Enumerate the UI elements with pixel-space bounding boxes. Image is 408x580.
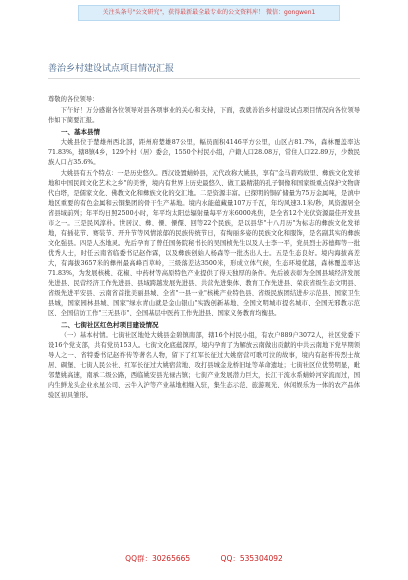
promo-banner: 关注头条号"公文研究"，获得最新最全最专业的公文资料库！ 微信：gongwen1 [78,5,340,21]
intro-paragraph: 下午好！万分感谢各位领导对县各项事业的关心和支持，下面，我就善治乡村建设试点项目情况向各位领导作如下简要汇报。 [48,107,360,124]
village-overview-paragraph: （一）基本村情。七街社区地处大姚县金碧镇南部，辖16个村民小组，有农户889户3072人，社区党委下设16个党支部，共有党员153人。七街文化底蕴深厚，境内孕育了为解放云南做出贡献的中共云南地下党早期领导人之一、省特委书记赵祚传等著名人物，留下了红军长征过大姚宿营可歌可泣的故事，境内有赵祚传烈士故居、碉堡、七街人民公社、红军长征过大姚宿营地、攻打县城金龙桥旧址等革命遗址；七街社区位优势明显，毗邻楚姚高速，南承二级公路，西临姚安县光禄古镇；七街产业发展潜力巨大，长江干流水系蜻蛉河穿流而过，国内生鲜龙头企业永星公司、云牛入沪等产业基地相继入驻，集生态示范、旅游观光、休闲娱乐为一体的农产品体验区初具雏形。 [48,332,360,399]
county-features-paragraph: 大姚县有五个特点：一是历史悠久。西汉设置蜻蛉县，元代改称大姚县，享有"金马碧鸡故里、彝族文化发祥地和中国民间文化艺术之乡"的美誉，境内有世界上历史最悠久、做工最精湛的孔子铜像和国家级重点保护文物唐代白塔，是儒家文化、佛教文化和彝族文化的交汇地。二是资源丰富。已探明的铜矿储量为75万金属吨，是滇中地区重要的有色金属和云铜集团的骨干生产基地。境内水能蕴藏量107万千瓦，年均风速3.1米/秒，风资源居全省县域前列；年平均日照2500小时，年平均太阳总辐射量每平方米6000兆焦，是全省12个光伏资源最佳开发县市之一。三是民风淳朴。世居汉、彝、傈、傈僳、回等22个民族，是以县华"十八月历"为标志的彝族文化发祥地，有插花节、赛装节、开升节等风情浓郁的民族传统节日，有绚丽多姿的民族文化和服饰，是名副其实的彝族文化强县。四是人杰地灵。先后孕育了曾任国务院秘书长的吴国桢先生以及人士李一平，党员烈士苏德辉等一批优秀人士，时任云南省临委书记赵作霖，以及彝族创始人杨森等一批杰出人士。五是生态良好。境内海拔高差大，有海拔3657米的彝州最高峰百草岭，三级落差达3500米，形成立体气候，生态环境优越，森林覆盖率达71.83%，为发展核桃、花椒、中药材等高原特色产业提供了得天独厚的条件。先后被表彰为全国县域经济发展先进县、民营经济工作先进县、县域跨越发展先进县、共营先进集体、教育工作先进县、荣获省级生态文明县、省级先进平安县、云南省首批美丽县城、全省"一县一业"核桃产业特色县、省级民族团结进步示范县、国家卫生县城，国家园林县城、国家"绿水青山就是金山银山"实践创新基地、全国文明城市提名城市、全国无邪教示范区、全国信访工作"三无县市"、全国基层中医药工作先进县、国家义务教育均衡县。 [48,170,360,317]
document-title: 善治乡村建设试点项目情况汇报 [48,64,175,74]
section-heading-project: 二、七街社区红色村项目建设情况 [61,321,159,329]
document-body [48,95,360,547]
county-overview-paragraph: 大姚县位于楚雄州西北部，距州府楚雄87公里，幅员面积4146平方公里，山区占81.7%，森林覆盖率达71.83%，辖8镇4乡，129个村（居）委会，1550个村民小组，户籍人口28.08万，常住人口22.89万，少数民族人口占35.6%。 [48,139,360,166]
title-divider [48,78,360,79]
salutation: 尊敬的各位领导： [48,96,99,103]
footer-contact [0,553,408,564]
qq-text: QQ：535304092 [220,554,283,563]
section-heading-county: 一、基本县情 [61,128,100,136]
qq-group-text: QQ群：30265665 [125,554,191,563]
